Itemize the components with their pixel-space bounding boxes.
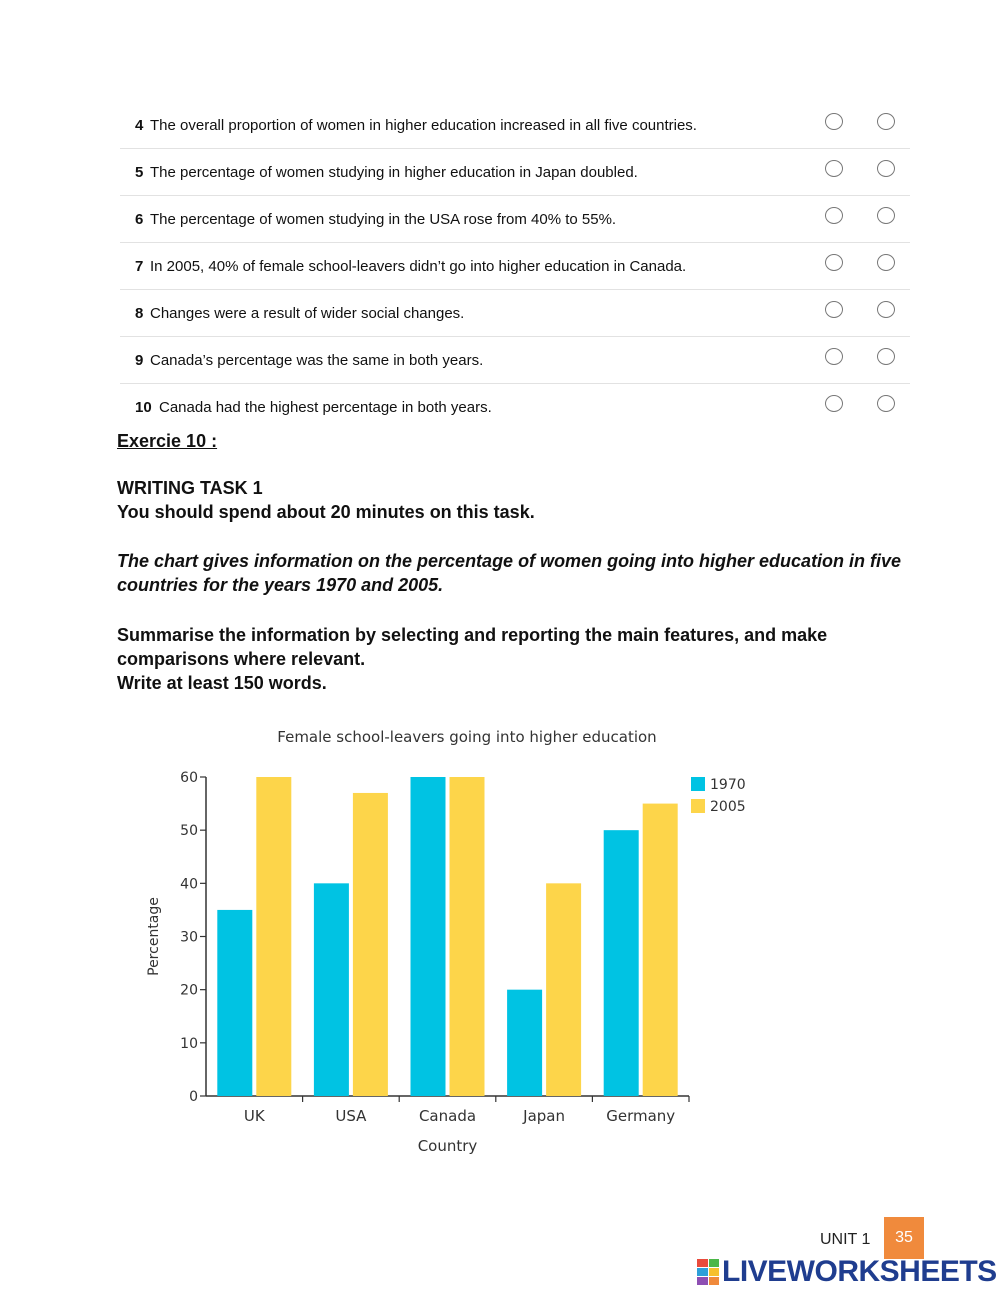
y-tick-label: 60 [180, 770, 198, 786]
statement-number: 7 [135, 258, 144, 275]
statement-row [120, 337, 910, 384]
false-radio[interactable] [877, 348, 895, 365]
statement-row [120, 102, 910, 149]
false-radio[interactable] [877, 254, 895, 271]
bar-2005-canada [450, 777, 485, 1096]
true-radio[interactable] [825, 395, 843, 412]
bar-1970-japan [507, 990, 542, 1096]
unit-label: UNIT 1 [820, 1231, 871, 1248]
brand-name: LIVEWORKSHEETS [722, 1255, 997, 1288]
legend-label: 1970 [710, 777, 746, 793]
y-axis-label: Percentage [146, 897, 162, 976]
x-axis-label: Country [417, 1137, 478, 1155]
statement-text: The overall proportion of women in higher education increased in all five countries. [150, 117, 697, 134]
y-tick-label: 10 [180, 1035, 198, 1052]
task-prompt: The chart gives information on the percentage of women going into higher education in five countries for the years 1970 and 2005. [117, 551, 902, 595]
legend-swatch-1970 [691, 777, 705, 791]
x-tick-label: Germany [606, 1107, 676, 1125]
y-tick-label: 30 [180, 929, 198, 946]
bar-2005-usa [353, 793, 388, 1096]
statement-text: Canada’s percentage was the same in both years. [150, 352, 484, 369]
statement-text: Changes were a result of wider social changes. [150, 305, 465, 322]
task-wordcount: Write at least 150 words. [117, 673, 327, 693]
statement-row [120, 149, 910, 196]
true-radio[interactable] [825, 301, 843, 318]
task-instruction: Summarise the information by selecting and reporting the main features, and make comparisons where relevant. [117, 625, 828, 669]
statement-list [120, 102, 910, 430]
true-radio[interactable] [825, 207, 843, 224]
statement-number: 9 [135, 352, 144, 369]
statement-row [120, 384, 910, 430]
liveworksheets-logo-icon [697, 1259, 719, 1285]
true-radio[interactable] [825, 160, 843, 177]
false-radio[interactable] [877, 207, 895, 224]
y-tick-label: 20 [180, 982, 198, 999]
statement-row [120, 196, 910, 243]
legend-label: 2005 [710, 799, 746, 815]
bar-1970-canada [411, 777, 446, 1096]
false-radio[interactable] [877, 160, 895, 177]
bar-2005-germany [643, 804, 678, 1096]
false-radio[interactable] [877, 395, 895, 412]
statement-text: In 2005, 40% of female school-leavers didn’t go into higher education in Canada. [150, 258, 687, 275]
statement-number: 5 [135, 164, 144, 181]
statement-row [120, 243, 910, 290]
bar-1970-usa [314, 883, 349, 1096]
bar-1970-germany [604, 830, 639, 1096]
x-tick-label: Canada [418, 1107, 477, 1125]
bar-2005-uk [256, 777, 291, 1096]
true-radio[interactable] [825, 348, 843, 365]
task-time: You should spend about 20 minutes on this task. [117, 502, 535, 522]
x-tick-label: UK [243, 1107, 265, 1125]
true-radio[interactable] [825, 113, 843, 130]
statement-text: The percentage of women studying in the USA rose from 40% to 55%. [150, 211, 617, 228]
y-tick-label: 0 [189, 1089, 198, 1105]
true-radio[interactable] [825, 254, 843, 271]
statement-row [120, 290, 910, 337]
statement-number: 6 [135, 211, 144, 228]
page-number: 35 [884, 1217, 924, 1259]
statement-text: Canada had the highest percentage in both years. [159, 399, 492, 416]
statement-number: 10 [135, 399, 152, 416]
brand[interactable] [697, 1255, 997, 1289]
y-tick-label: 40 [180, 876, 198, 893]
statement-number: 8 [135, 305, 144, 322]
task-title: WRITING TASK 1 [117, 478, 263, 498]
statement-text: The percentage of women studying in higher education in Japan doubled. [150, 164, 638, 181]
bar-chart [130, 715, 770, 1165]
false-radio[interactable] [877, 301, 895, 318]
bar-1970-uk [217, 910, 252, 1096]
x-tick-label: Japan [523, 1107, 566, 1125]
legend-swatch-2005 [691, 799, 705, 813]
exercise-heading: Exercie 10 : [117, 431, 218, 451]
bar-2005-japan [546, 883, 581, 1096]
statement-number: 4 [135, 117, 144, 134]
chart-title: Female school-leavers going into higher education [277, 728, 657, 746]
false-radio[interactable] [877, 113, 895, 130]
y-tick-label: 50 [180, 823, 198, 840]
x-tick-label: USA [335, 1107, 367, 1125]
